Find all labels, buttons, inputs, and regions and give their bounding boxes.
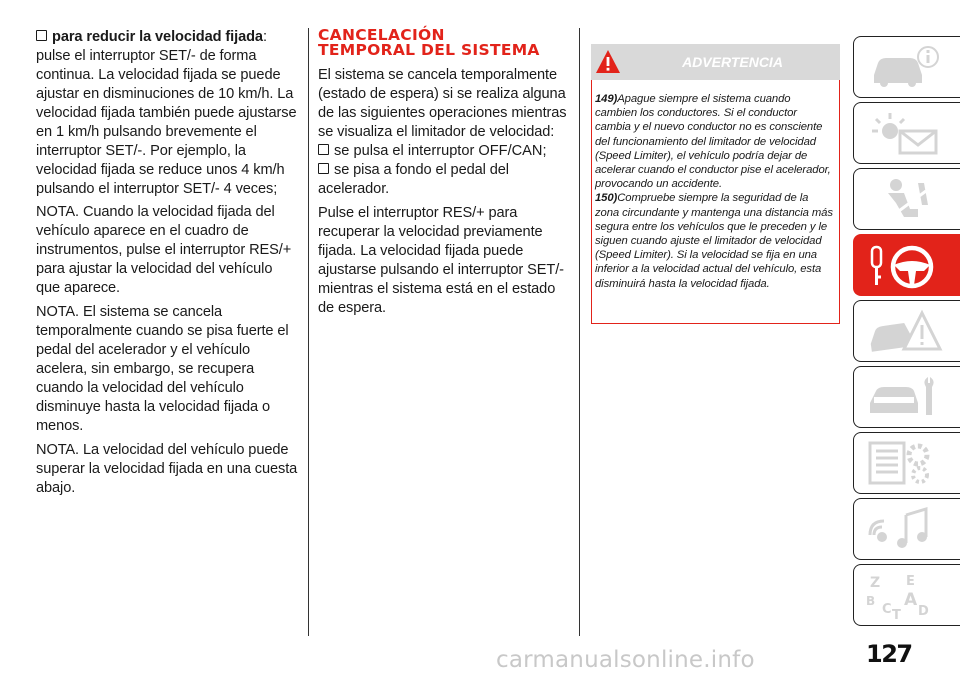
watermark: carmanualsonline.info (496, 647, 755, 673)
alphabetical-index-icon (866, 571, 946, 619)
speed-reduce-text: pulse el interruptor SET/- de forma continua. La velocidad fijada se puede ajustar en disminuciones de 10 km/h. La velocidad fijada también puede ajustarse en 1 km/h pulsando brevemente el interruptor SET/-. Por ejemplo, la velocidad fijada se reduce unos 4 km/h pulsando el interruptor SET/- 4 veces; (36, 48, 297, 197)
column-divider (308, 28, 309, 636)
warning-text: Apague siempre el sistema cuando cambien los conductores. Si el conductor cambia y el nuevo conductor no es consciente del funcionamiento del limitador de velocidad (Speed Limiter), el vehículo podría dejar de acelerar cuando el conductor pise el acelerador, provocando un accidente. (595, 93, 831, 191)
tab-car-info[interactable] (853, 36, 960, 98)
section-title (318, 28, 568, 58)
index-letter: B (866, 594, 876, 608)
checkbox-bullet-icon (318, 144, 329, 155)
list-item (318, 161, 568, 199)
page-number: 127 (866, 640, 912, 668)
warning-box (591, 44, 840, 324)
technical-data-icon (866, 439, 946, 487)
seat-safety-icon (866, 175, 946, 223)
warning-triangle-icon (595, 49, 621, 75)
note-paragraph-2: NOTA. El sistema se cancela temporalmente cuando se pisa fuerte el pedal del acelerador y el vehículo acelera, sin embargo, se recupera cuando la velocidad del vehículo disminuye hasta la velocidad fijada o menos. (36, 304, 289, 434)
index-letter: T (892, 608, 901, 619)
warning-text: Compruebe siempre la seguridad de la zona circundante y mantenga una distancia más segura entre los vehículos que le preceden y le siguen cuando ajuste el limitador de velocidad (Speed Limiter). Si la velocidad se fija en una inferior a la velocidad actual del vehículo, esta disminuirá hasta la velocidad fijada. (595, 192, 833, 290)
warning-body (591, 80, 840, 324)
column-middle (318, 28, 568, 323)
tab-technical-data[interactable] (853, 432, 960, 494)
tab-maintenance[interactable] (853, 366, 960, 428)
note-paragraph-1: NOTA. Cuando la velocidad fijada del vehículo aparece en el cuadro de instrumentos, pulse el interruptor RES/+ para ajustar la velocidad del vehículo que aparece. (36, 204, 292, 296)
multimedia-icon (866, 505, 946, 553)
warning-header (591, 44, 840, 80)
list-item (318, 142, 568, 161)
index-letter: C (882, 602, 892, 617)
steering-wheel-key-icon (866, 241, 946, 289)
tab-warning-lights[interactable] (853, 102, 960, 164)
tab-emergency[interactable] (853, 300, 960, 362)
speed-reduce-paragraph (36, 28, 298, 199)
column-left (36, 28, 298, 503)
tab-starting-driving[interactable] (853, 234, 960, 296)
warning-number: 150) (595, 192, 618, 205)
note-paragraph-3: NOTA. La velocidad del vehículo puede superar la velocidad fijada en una cuesta abajo. (36, 442, 298, 496)
index-letter: D (918, 604, 929, 619)
list-item-text: se pisa a fondo el pedal del acelerador. (318, 162, 509, 197)
warning-lights-icon (866, 109, 946, 157)
index-letter: Z (870, 575, 881, 591)
index-letter: E (906, 574, 915, 589)
section-title-line1: CANCELACIÓN (318, 26, 445, 44)
warning-number: 149) (595, 93, 618, 105)
warning-item-150 (595, 191, 835, 290)
section-title-line2: TEMPORAL DEL SISTEMA (318, 41, 540, 59)
car-maintenance-icon (866, 373, 946, 421)
warning-item-149 (595, 92, 835, 191)
tab-alphabetical-index[interactable] (853, 564, 960, 626)
index-letter: A (904, 590, 918, 610)
resume-paragraph: Pulse el interruptor RES/+ para recuperar la velocidad previamente fijada. La velocidad fijada puede ajustarse pulsando el interruptor SET/- mientras el sistema está en el estado de espera. (318, 205, 564, 316)
tab-seat-safety[interactable] (853, 168, 960, 230)
checkbox-bullet-icon (36, 30, 47, 41)
speed-reduce-heading: para reducir la velocidad fijada (52, 29, 263, 45)
emergency-triangle-icon (866, 307, 946, 355)
checkbox-bullet-icon (318, 163, 329, 174)
list-item-text: se pulsa el interruptor OFF/CAN; (334, 143, 547, 159)
tab-multimedia[interactable] (853, 498, 960, 560)
cancel-intro: El sistema se cancela temporalmente (estado de espera) si se realiza alguna de las siguientes operaciones mientras se visualiza el limitador de velocidad: (318, 67, 567, 140)
warning-title: ADVERTENCIA (682, 54, 783, 70)
column-divider (579, 28, 580, 636)
heading-colon: : (262, 29, 267, 45)
car-info-icon (866, 43, 946, 91)
